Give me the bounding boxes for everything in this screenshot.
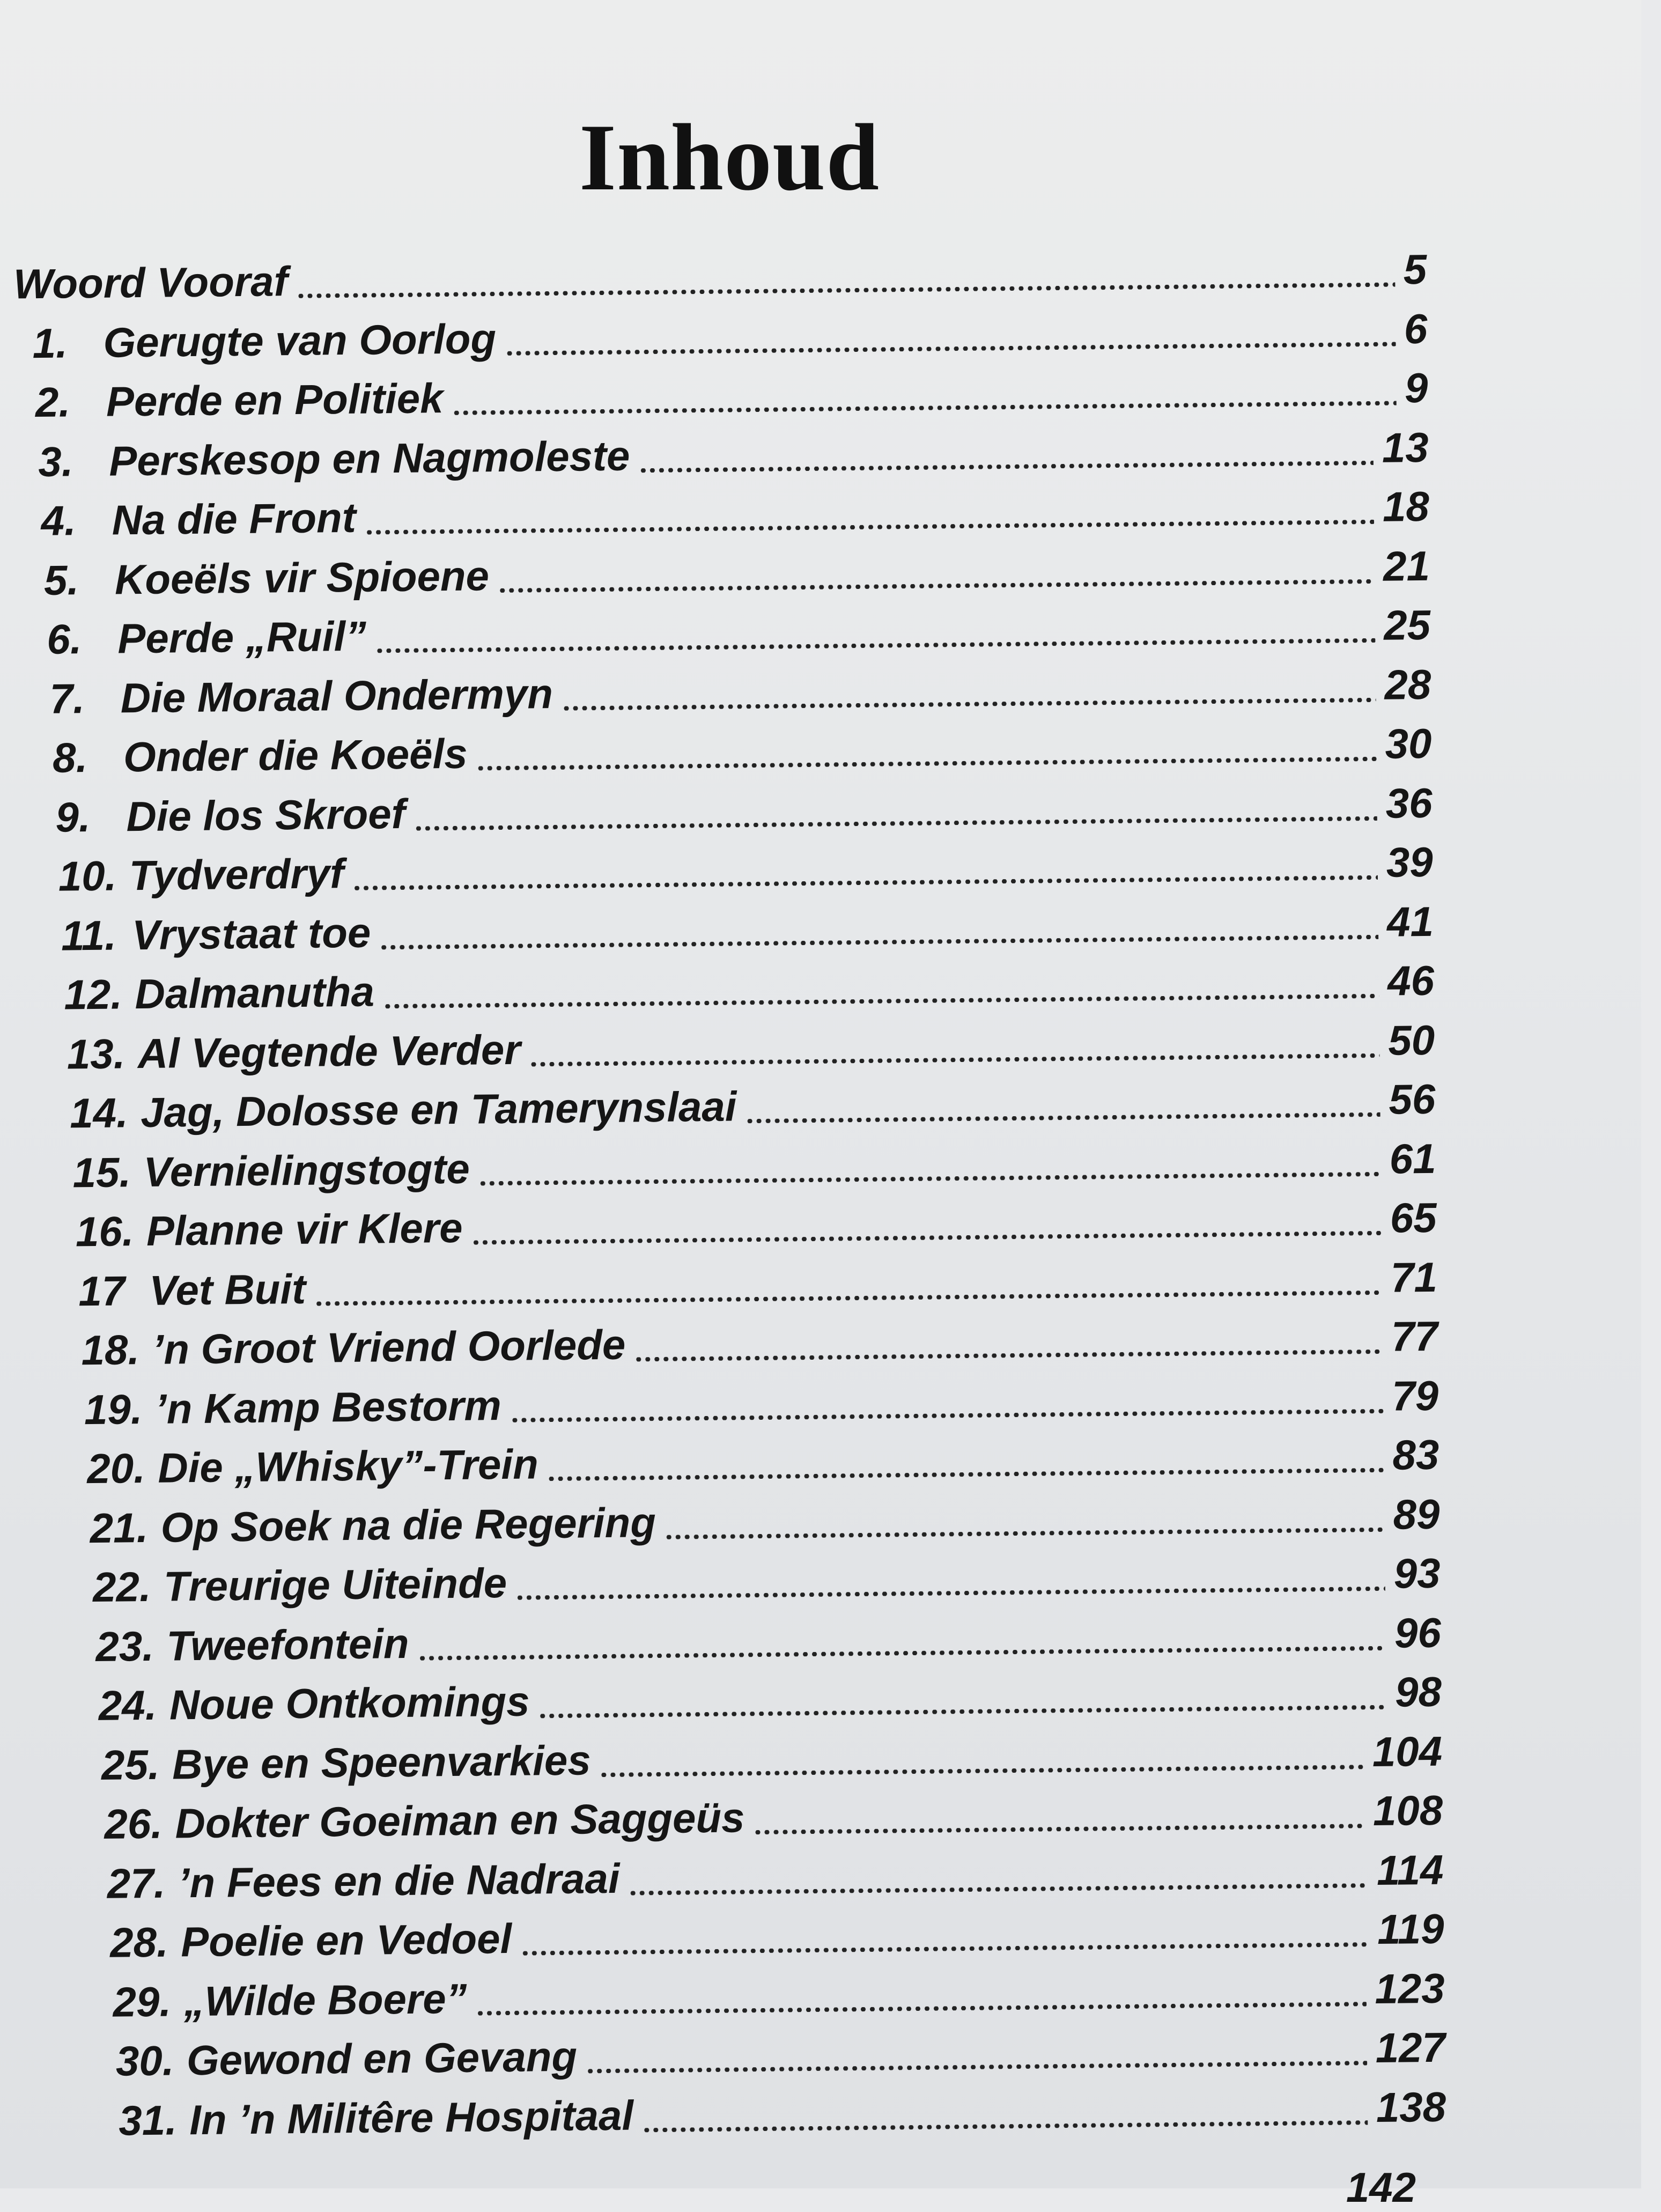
toc-entry (75, 1194, 1437, 1257)
toc-entry-number: 7. (49, 674, 85, 722)
toc-entry (49, 660, 1431, 723)
toc-entry-page-number: 18 (1382, 482, 1430, 530)
dot-leader (476, 757, 1377, 771)
toc-entry-number: 18. (81, 1326, 140, 1374)
dot-leader (629, 1883, 1369, 1895)
toc-entry-number: 25. (101, 1741, 160, 1789)
dot-leader (379, 934, 1378, 949)
dot-leader (665, 1527, 1385, 1539)
toc-entry-number: 13. (67, 1029, 126, 1078)
toc-entry-page-number: 61 (1389, 1134, 1436, 1183)
toc-entry-page-number: 119 (1377, 1905, 1444, 1953)
toc-entry (35, 364, 1428, 427)
cut-off-page-number: 142 (1346, 2164, 1416, 2211)
toc-entry-title: „Wilde Boere” (183, 1974, 468, 2025)
toc-entry (113, 1964, 1445, 2026)
toc-entry-title: Gewond en Gevang (186, 2032, 578, 2084)
toc-entry (84, 1372, 1439, 1434)
toc-entry-page-number: 50 (1387, 1016, 1435, 1064)
toc-entry (64, 957, 1434, 1020)
toc-entry-page-number: 56 (1389, 1075, 1436, 1123)
toc-entry-page-number: 21 (1383, 542, 1430, 590)
dot-leader (529, 1053, 1380, 1066)
toc-entry-number: 21. (90, 1503, 149, 1552)
toc-entry (13, 246, 1427, 309)
toc-entry-number: 28. (109, 1918, 169, 1966)
toc-entry (107, 1846, 1443, 1908)
toc-entry-page-number: 39 (1386, 838, 1434, 886)
toc-entry-page-number: 123 (1375, 1964, 1445, 2012)
toc-entry (110, 1905, 1444, 1967)
toc-entry-title: Al Vegtende Verder (137, 1026, 521, 1077)
toc-entry-page-number: 108 (1372, 1786, 1443, 1835)
dot-leader (754, 1824, 1365, 1834)
toc-entry (119, 2083, 1446, 2145)
dot-leader (520, 1942, 1369, 1956)
toc-entry-title: Gerugte van Oorlog (103, 314, 497, 366)
toc-entry-number: 20. (86, 1444, 146, 1493)
toc-entry-title: Tweefontein (166, 1619, 409, 1670)
dot-leader (745, 1112, 1381, 1123)
toc-entry-title: Vet Buit (149, 1265, 306, 1314)
toc-entry-number: 15. (72, 1148, 131, 1196)
toc-entry-title: ’n Groot Vriend Oorlede (152, 1321, 626, 1373)
toc-entry-page-number: 9 (1404, 364, 1428, 412)
toc-entry-title: Dalmanutha (135, 968, 375, 1018)
dot-leader (600, 1765, 1364, 1777)
toc-entry-page-number: 28 (1384, 660, 1431, 709)
dot-leader (365, 520, 1374, 535)
toc-entry-title: Vernielingstogte (143, 1145, 470, 1196)
toc-entry-number: 23. (95, 1622, 154, 1670)
toc-entry-page-number: 77 (1391, 1312, 1438, 1360)
dot-leader (314, 1290, 1382, 1306)
toc-entry-number: 22. (92, 1562, 151, 1611)
toc-entry (70, 1075, 1436, 1138)
toc-entry (101, 1727, 1443, 1789)
toc-entry-title: ’n Kamp Bestorm (154, 1381, 502, 1433)
toc-entry-page-number: 79 (1391, 1372, 1439, 1420)
dot-leader (478, 1171, 1381, 1185)
dot-leader (498, 579, 1375, 592)
toc-entry (98, 1668, 1442, 1730)
toc-entry-number: 8. (52, 734, 88, 781)
toc-entry-title: ’n Fees en die Nadraai (178, 1854, 620, 1906)
toc-entry (47, 601, 1431, 664)
dot-leader (383, 994, 1379, 1008)
toc-entry-title: Planne vir Klere (146, 1204, 463, 1255)
toc-entry (81, 1313, 1438, 1375)
toc-entry-page-number: 41 (1386, 897, 1434, 946)
toc-entry-number: 30. (115, 2037, 174, 2085)
toc-entry-title: Treurige Uiteinde (163, 1559, 507, 1610)
toc-entry-number: 11. (61, 911, 117, 960)
toc-entry-number: 31. (118, 2096, 178, 2144)
dot-leader (642, 2120, 1368, 2132)
toc-entry-number: 27. (107, 1859, 166, 1907)
dot-leader (297, 282, 1395, 298)
toc-entry-title: Dokter Goeiman en Saggeüs (175, 1794, 745, 1847)
toc-entry (87, 1431, 1439, 1493)
toc-entry-page-number: 46 (1387, 956, 1435, 1005)
toc-entry-page-number: 98 (1394, 1668, 1442, 1716)
toc-entry-title: Noue Ontkomings (169, 1677, 530, 1729)
dot-leader (586, 2061, 1367, 2073)
toc-entry-number: 19. (84, 1385, 143, 1433)
toc-entry (115, 2024, 1445, 2086)
toc-entry-number: 17 (78, 1266, 126, 1315)
dot-leader (547, 1468, 1384, 1481)
toc-entry (95, 1609, 1441, 1671)
toc-entry-page-number: 127 (1375, 2023, 1446, 2072)
toc-entry-title: Perde en Politiek (106, 374, 444, 425)
toc-entry (38, 423, 1429, 486)
toc-entry-title: Koeëls vir Spioene (114, 551, 490, 603)
toc-entry-number: 1. (32, 319, 68, 367)
toc-entry-number: 29. (113, 1978, 172, 2026)
toc-entry-page-number: 65 (1390, 1193, 1437, 1242)
toc-entry-number: 9. (55, 793, 91, 841)
toc-entry-page-number: 104 (1372, 1727, 1443, 1775)
toc-entry-page-number: 6 (1404, 305, 1428, 352)
toc-entry-title: Na die Front (112, 493, 357, 544)
toc-entry-title: Perde „Ruil” (117, 612, 367, 662)
toc-entry (55, 779, 1433, 842)
toc-entry (93, 1550, 1441, 1612)
toc-entry-title: Perskesop en Nagmoleste (108, 431, 630, 485)
toc-entry (90, 1490, 1440, 1552)
toc-entry-number: 12. (64, 970, 123, 1019)
toc-entry (53, 720, 1432, 783)
dot-leader (418, 1646, 1386, 1660)
toc-entry-page-number: 5 (1403, 245, 1427, 293)
toc-entry-page-number: 25 (1383, 601, 1431, 649)
cut-off-entry (86, 2164, 1427, 2211)
toc-entry-title: Vrystaat toe (131, 909, 371, 958)
toc-entry (58, 838, 1433, 901)
toc-entry-page-number: 83 (1392, 1431, 1439, 1479)
dot-leader (510, 1409, 1384, 1422)
dot-leader (352, 875, 1378, 890)
toc-entry-title: Onder die Koeëls (123, 729, 468, 781)
toc-entry-number: 24. (98, 1681, 157, 1729)
toc-entry-page-number: 71 (1390, 1253, 1438, 1301)
dot-leader (476, 2002, 1367, 2015)
dot-leader (414, 816, 1377, 830)
toc-entry-page-number: 30 (1385, 719, 1432, 768)
toc-entry-title: Op Soek na die Regering (160, 1498, 656, 1551)
toc-entry-number: 6. (46, 615, 82, 663)
toc-entry (32, 305, 1428, 367)
toc-entry (61, 897, 1434, 960)
toc-entry (72, 1134, 1436, 1197)
toc-entry (104, 1787, 1443, 1849)
toc-entry (67, 1016, 1435, 1079)
dot-leader (634, 1350, 1383, 1362)
toc-entry-title: In ’n Militêre Hospitaal (189, 2091, 634, 2143)
toc-entry-title: Bye en Speenvarkies (172, 1736, 592, 1788)
toc-entry-page-number: 13 (1382, 423, 1429, 471)
dot-leader (639, 460, 1374, 472)
toc-entry-page-number: 89 (1393, 1490, 1440, 1538)
toc-entry-number: 16. (75, 1207, 134, 1256)
toc-entry-number: 5. (43, 556, 79, 604)
dot-leader (375, 638, 1375, 653)
toc-entry-title: Die los Skroef (126, 790, 406, 840)
toc-entry-page-number: 96 (1394, 1609, 1442, 1657)
toc-entry (78, 1253, 1437, 1316)
dot-leader (471, 1231, 1382, 1245)
toc-entry (41, 483, 1429, 545)
toc-entry-number: 2. (35, 378, 71, 426)
toc-entry-number: 26. (104, 1800, 163, 1848)
toc-entry-title: Die „Whisky”-Trein (157, 1440, 539, 1492)
toc-entry-number: 14. (69, 1089, 129, 1137)
dot-leader (515, 1587, 1385, 1600)
toc-entry-page-number: 36 (1385, 779, 1433, 827)
toc-entry (44, 542, 1430, 604)
dot-leader (452, 401, 1397, 415)
dot-leader (562, 697, 1376, 710)
toc-entry-title: Die Moraal Ondermyn (120, 669, 553, 721)
toc-entry-title: Poelie en Vedoel (180, 1914, 512, 1966)
toc-entry-page-number: 114 (1376, 1846, 1444, 1894)
page-title: Inhoud (579, 104, 880, 210)
toc-entry-title: Tydverdryf (129, 850, 344, 899)
toc-entry-number: 3. (38, 437, 73, 485)
toc-entry-page-number: 138 (1376, 2083, 1446, 2131)
toc-entry-number: 4. (41, 497, 77, 544)
dot-leader (538, 1705, 1387, 1719)
toc-entry-number: 10. (58, 852, 117, 900)
toc-entry-title: Woord Vooraf (13, 257, 288, 308)
dot-leader (505, 342, 1396, 355)
toc-entry-title: Jag, Dolosse en Tamerynslaai (140, 1082, 737, 1137)
toc-entry-page-number: 93 (1393, 1549, 1441, 1597)
